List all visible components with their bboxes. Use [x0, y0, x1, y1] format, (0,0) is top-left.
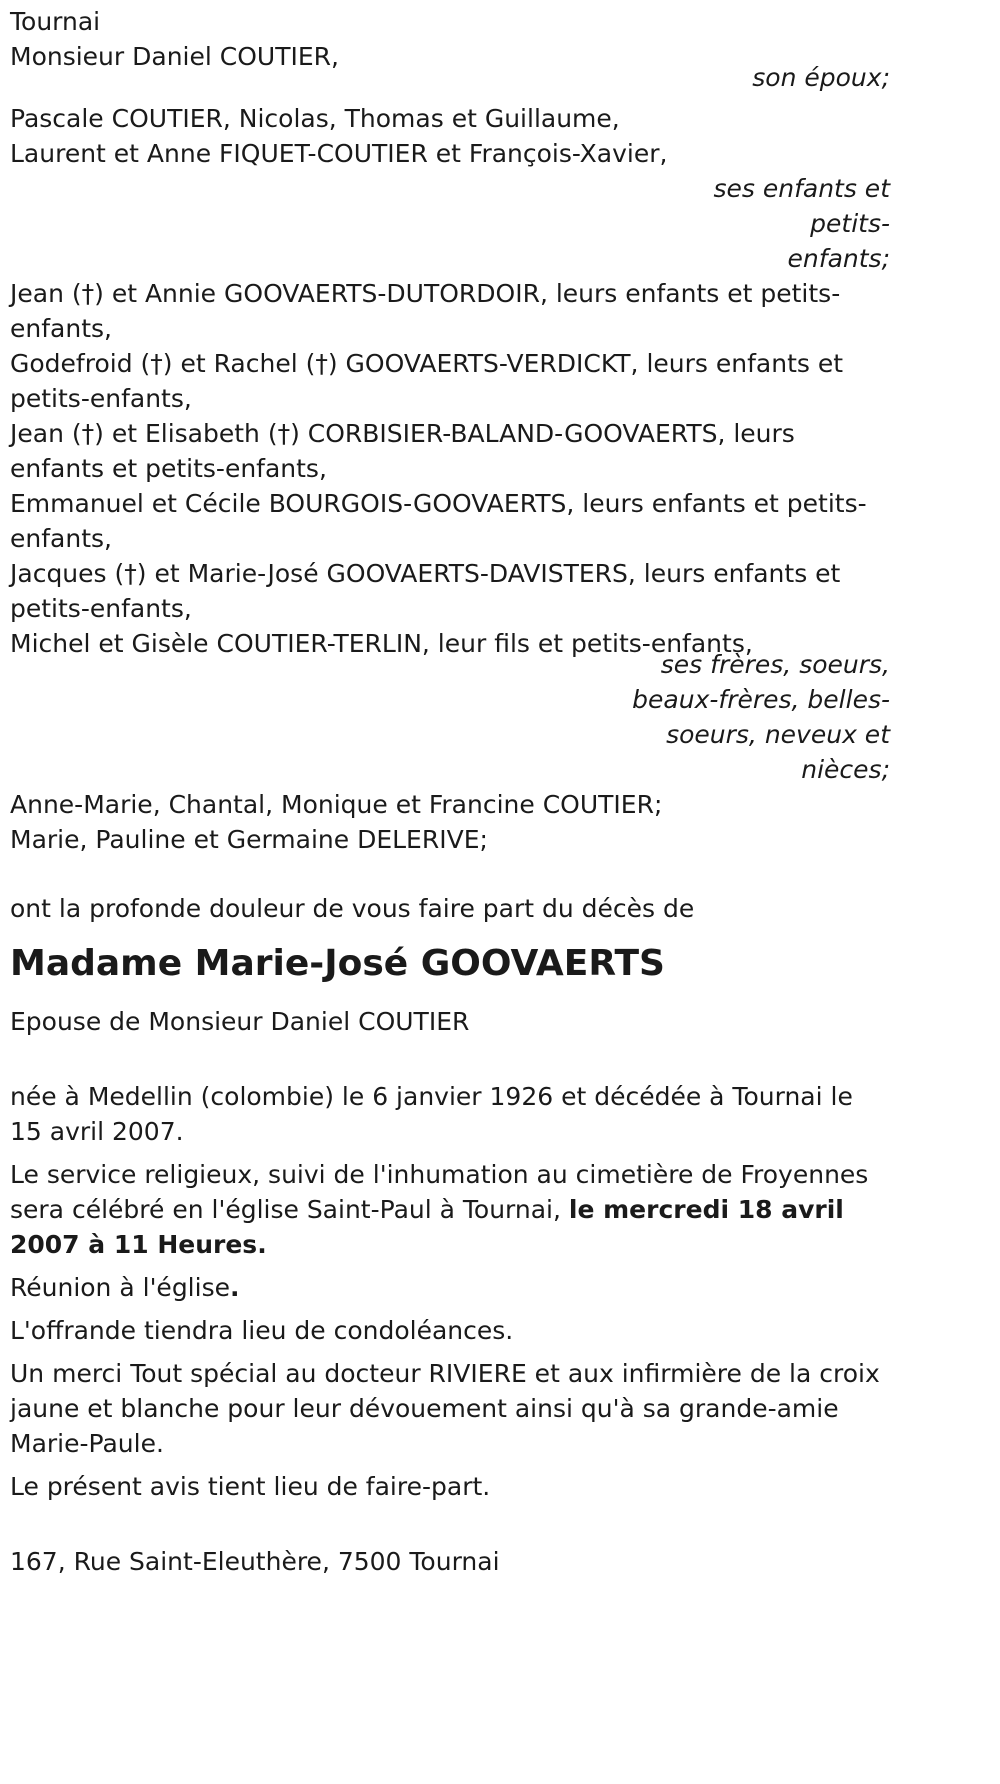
- reunion-dot: .: [229, 1273, 240, 1302]
- announcement: ont la profonde douleur de vous faire part du décès de: [10, 894, 695, 923]
- family-siblings-line-5: Jacques (†) et Marie-José GOOVAERTS-DAVISTERS, leurs enfants et petits-enfants,: [10, 559, 841, 623]
- deceased-name: Madame Marie-José GOOVAERTS: [10, 943, 665, 984]
- family-spouse-name: Monsieur Daniel COUTIER,: [10, 42, 339, 71]
- family-children-line-1: Pascale COUTIER, Nicolas, Thomas et Guillaume,: [10, 104, 620, 133]
- family-siblings-line-4: Emmanuel et Cécile BOURGOIS-GOOVAERTS, leurs enfants et petits-enfants,: [10, 489, 867, 553]
- reunion-paragraph: [10, 1270, 890, 1305]
- family-cousins-line-2: Marie, Pauline et Germaine DELERIVE;: [10, 825, 488, 854]
- role-children-line-2: petits-enfants;: [787, 209, 890, 273]
- role-siblings-line-2: beaux-frères, belles-: [632, 685, 890, 714]
- spacer: [10, 857, 890, 891]
- birth-death: née à Medellin (colombie) le 6 janvier 1926 et décédée à Tournai le 15 avril 2007.: [10, 1082, 853, 1146]
- offering: L'offrande tiendra lieu de condoléances.: [10, 1316, 514, 1345]
- role-children-line-1: ses enfants et: [713, 174, 890, 203]
- role-siblings-line-4: nièces;: [801, 755, 890, 784]
- spouse-line: Epouse de Monsieur Daniel COUTIER: [10, 1007, 470, 1036]
- family-siblings-line-2: Godefroid (†) et Rachel (†) GOOVAERTS-VERDICKT, leurs enfants et petits-enfants,: [10, 349, 844, 413]
- role-siblings-line-3: soeurs, neveux et: [666, 720, 890, 749]
- family-children-line-2: Laurent et Anne FIQUET-COUTIER et François-Xavier,: [10, 139, 668, 168]
- family-siblings-line-3: Jean (†) et Elisabeth (†) CORBISIER-BALAND-GOOVAERTS, leurs enfants et petits-enfants,: [10, 419, 795, 483]
- service-date: le mercredi 18 avril 2007 à 11 Heures.: [10, 1195, 844, 1259]
- service-text: Le service religieux, suivi de l'inhumation au cimetière de Froyennes sera célébré en l'église Saint-Paul à Tournai,: [10, 1160, 869, 1224]
- role-spouse: son époux;: [752, 63, 890, 92]
- role-siblings-line-1: ses frères, soeurs,: [660, 650, 890, 679]
- family-siblings-line-1: Jean (†) et Annie GOOVAERTS-DUTORDOIR, leurs enfants et petits-enfants,: [10, 279, 841, 343]
- service-paragraph: [10, 1157, 890, 1262]
- address: 167, Rue Saint-Eleuthère, 7500 Tournai: [10, 1547, 500, 1576]
- family-cousins-line-1: Anne-Marie, Chantal, Monique et Francine COUTIER;: [10, 790, 663, 819]
- reunion-text: Réunion à l'église: [10, 1273, 230, 1302]
- family-siblings-line-6: Michel et Gisèle COUTIER-TERLIN, leur fils et petits-enfants,: [10, 629, 753, 658]
- city-header: Tournai: [10, 7, 101, 36]
- thanks: Un merci Tout spécial au docteur RIVIERE et aux infirmière de la croix jaune et blanche pour leur dévouement ainsi qu'à sa grande-amie Marie-Paule.: [10, 1359, 880, 1458]
- notice: Le présent avis tient lieu de faire-part.: [10, 1472, 491, 1501]
